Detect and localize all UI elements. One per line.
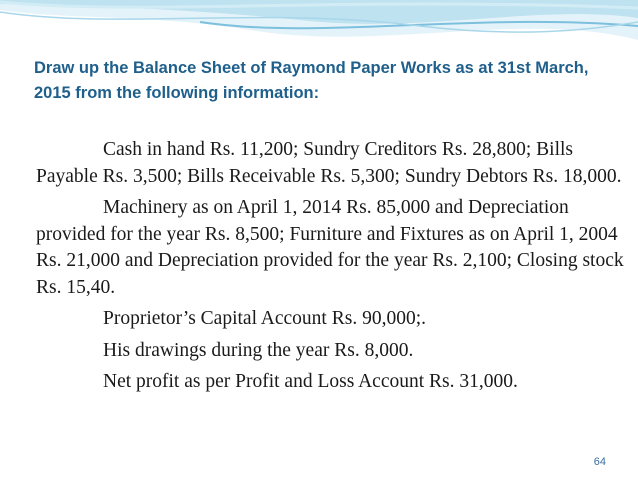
paragraph-net-profit: Net profit as per Profit and Loss Account Rs. 31,000.: [103, 371, 518, 392]
paragraph-cash-and-debtors: Cash in hand Rs. 11,200; Sundry Creditors Rs. 28,800; Bills Payable Rs. 3,500; Bills Receivable Rs. 5,300; Sundry Debtors Rs. 18,000.: [36, 139, 622, 187]
paragraph-machinery-and-furniture: Machinery as on April 1, 2014 Rs. 85,000 and Depreciation provided for the year Rs. 8,500; Furniture and Fixtures as on April 1, 2004 Rs. 21,000 and Depreciation provided for the year Rs. 2,100; Closing stock Rs. 15,40.: [36, 197, 624, 298]
paragraph-drawings: His drawings during the year Rs. 8,000.: [103, 339, 414, 361]
slide-body: [36, 137, 626, 401]
slide-title: Draw up the Balance Sheet of Raymond Paper Works as at 31st March, 2015 from the following information:: [34, 59, 589, 102]
page-number: 64: [593, 456, 606, 468]
paragraph-capital: Proprietor’s Capital Account Rs. 90,000;.: [103, 308, 426, 329]
header-wave-decoration: [0, 0, 638, 60]
